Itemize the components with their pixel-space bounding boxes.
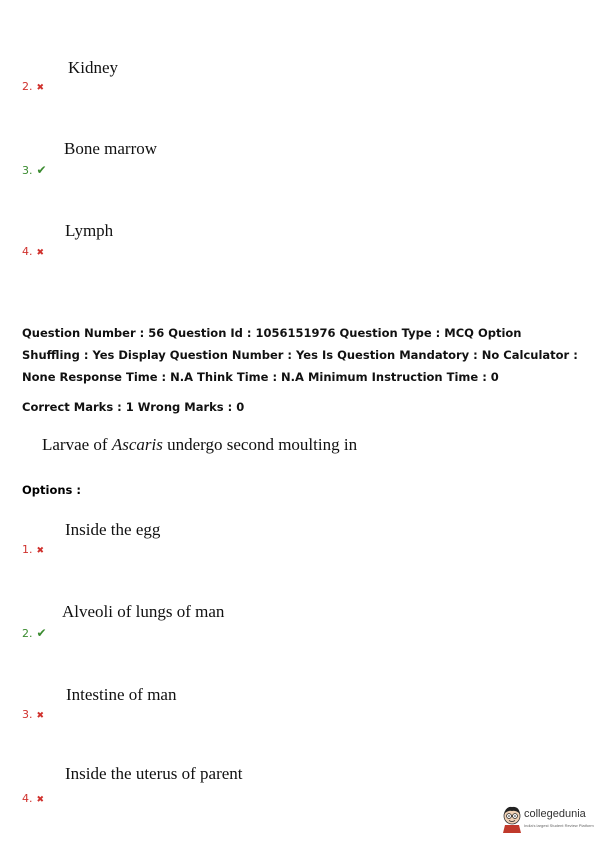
- check-icon: ✔: [36, 626, 47, 640]
- option-text: Bone marrow: [64, 139, 158, 158]
- option-text: Kidney: [68, 58, 119, 77]
- cross-icon: ✖: [36, 248, 45, 258]
- logo-tagline: India's largest Student Review Platform: [524, 823, 594, 828]
- mascot-icon: [500, 804, 524, 834]
- option-number: 4. ✖: [22, 792, 45, 805]
- cross-icon: ✖: [36, 83, 45, 93]
- option-text: Alveoli of lungs of man: [62, 602, 225, 621]
- question-text: Larvae of Ascaris undergo second moulting in: [42, 435, 358, 454]
- option-number: 1. ✖: [22, 543, 45, 556]
- cross-icon: ✖: [36, 711, 45, 721]
- species-name: Ascaris: [111, 435, 163, 454]
- cross-icon: ✖: [36, 546, 45, 556]
- option-text: Intestine of man: [66, 685, 177, 704]
- option-number: 4. ✖: [22, 245, 45, 258]
- question-meta: Question Number : 56 Question Id : 1056151976 Question Type : MCQ Option Shuffling : Yes Display Question Number : Yes Is Question Mandatory : No Calculator : None Response Time : N.A Think Time : N.A Minimum Instruction Time : 0: [22, 326, 578, 384]
- options-label: Options :: [22, 483, 81, 497]
- option-number: 3. ✔: [22, 163, 47, 177]
- option-text: Lymph: [65, 221, 114, 240]
- cross-icon: ✖: [36, 795, 45, 805]
- option-number: 2. ✔: [22, 626, 47, 640]
- option-number: 3. ✖: [22, 708, 45, 721]
- marks-info: Correct Marks : 1 Wrong Marks : 0: [22, 400, 245, 414]
- check-icon: ✔: [36, 163, 47, 177]
- option-text: Inside the egg: [65, 520, 161, 539]
- option-text: Inside the uterus of parent: [65, 764, 243, 783]
- logo-wordmark: collegedunia: [524, 808, 586, 820]
- collegedunia-logo: [500, 802, 594, 836]
- option-number: 2. ✖: [22, 80, 45, 93]
